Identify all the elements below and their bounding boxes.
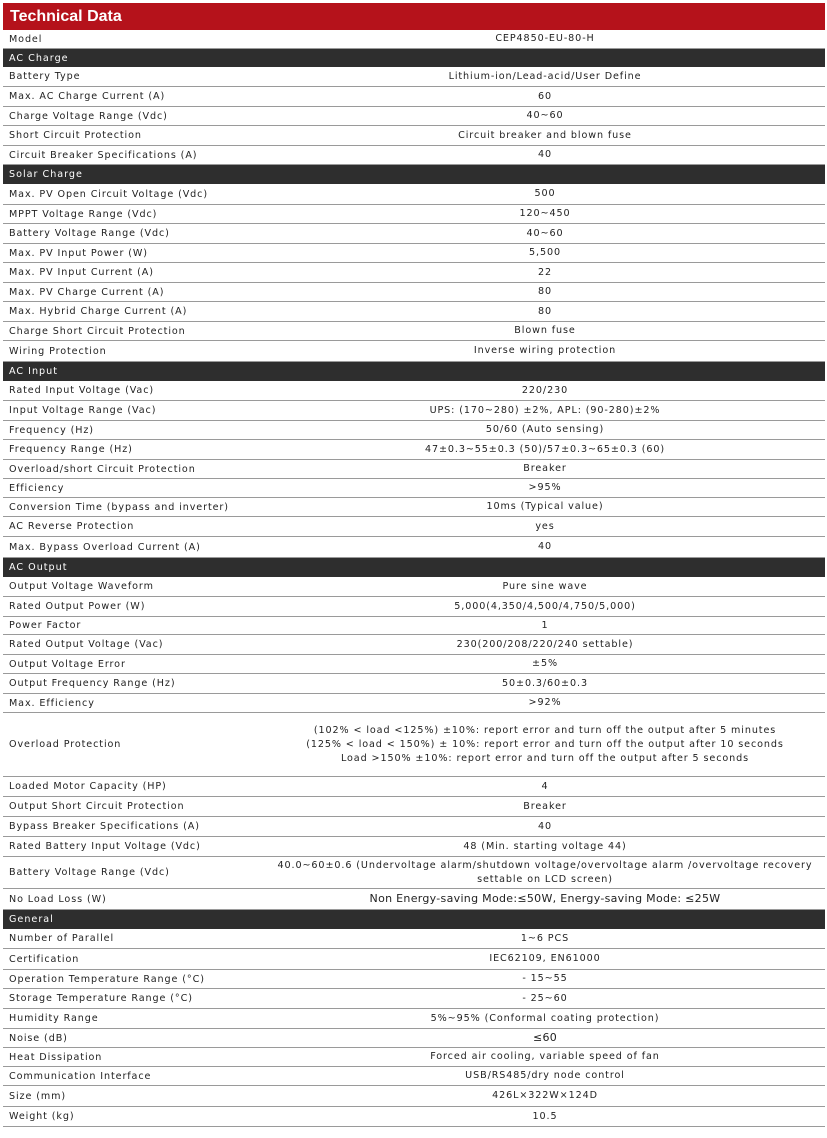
spec-label: Conversion Time (bypass and inverter)	[9, 501, 229, 513]
spec-value: ±5%	[532, 658, 558, 669]
spec-label: Power Factor	[9, 620, 82, 631]
spec-value: Non Energy-saving Mode:≤50W, Energy-saving Mode: ≤25W	[369, 892, 721, 905]
spec-row	[3, 184, 825, 205]
spec-value: 5%~95% (Conformal coating protection)	[430, 1012, 660, 1024]
spec-row	[3, 126, 825, 146]
spec-label: Max. Efficiency	[9, 697, 95, 709]
spec-value: 40	[537, 820, 552, 832]
spec-label: No Load Loss (W)	[9, 893, 107, 905]
spec-row	[3, 107, 825, 126]
spec-row	[3, 655, 825, 674]
spec-label: Battery Voltage Range (Vdc)	[9, 228, 170, 239]
spec-label: Max. AC Charge Current (A)	[9, 91, 166, 102]
spec-row	[3, 1067, 825, 1086]
spec-label: Rated Output Voltage (Vac)	[9, 639, 164, 650]
spec-label: Bypass Breaker Specifications (A)	[9, 821, 200, 832]
sheet-title: Technical Data	[3, 3, 825, 30]
spec-row	[3, 244, 825, 263]
spec-value: 40~60	[526, 227, 564, 239]
spec-row	[3, 949, 825, 970]
section-header: Solar Charge	[3, 165, 825, 184]
spec-label: Max. PV Open Circuit Voltage (Vdc)	[9, 188, 208, 200]
spec-row	[3, 777, 825, 797]
spec-label: Overload Protection	[9, 739, 122, 750]
spec-value: 40.0~60±0.6 (Undervoltage alarm/shutdown voltage/overvoltage alarm /overvoltage recovery settable on LCD screen)	[277, 859, 813, 885]
spec-label: Circuit Breaker Specifications (A)	[9, 149, 198, 161]
spec-row	[3, 1009, 825, 1029]
spec-label: Rated Output Power (W)	[9, 601, 146, 612]
spec-value: UPS: (170~280) ±2%, APL: (90-280)±2%	[429, 404, 661, 416]
spec-row	[3, 889, 825, 910]
spec-value: Breaker	[523, 800, 567, 812]
spec-label: Input Voltage Range (Vac)	[9, 405, 157, 416]
spec-row	[3, 421, 825, 440]
spec-row	[3, 817, 825, 837]
spec-label: Charge Short Circuit Protection	[9, 325, 186, 337]
spec-row	[3, 440, 825, 460]
spec-value: Breaker	[523, 463, 567, 474]
spec-label: Model	[9, 33, 43, 45]
spec-label: Max. Bypass Overload Current (A)	[9, 541, 201, 553]
spec-row	[3, 263, 825, 283]
spec-value: 1	[541, 619, 549, 631]
spec-row	[3, 1107, 825, 1127]
spec-value: 10.5	[532, 1110, 558, 1122]
spec-value: Blown fuse	[514, 325, 576, 336]
spec-value: 40	[537, 149, 552, 160]
spec-value: 500	[534, 188, 556, 199]
spec-value: 40	[537, 541, 552, 552]
spec-label: Battery Type	[9, 71, 81, 82]
spec-label: Frequency (Hz)	[9, 424, 94, 436]
spec-label: Output Short Circuit Protection	[9, 801, 185, 812]
spec-row	[3, 929, 825, 949]
spec-value: IEC62109, EN61000	[489, 953, 601, 964]
spec-label: Frequency Range (Hz)	[9, 444, 133, 455]
spec-label: Weight (kg)	[9, 1111, 75, 1122]
spec-value: 220/230	[521, 384, 569, 396]
spec-value: ≤60	[532, 1031, 558, 1044]
spec-row	[3, 283, 825, 302]
spec-label: Humidity Range	[9, 1013, 99, 1024]
spec-value: 426L×322W×124D	[492, 1090, 598, 1101]
spec-value: 50±0.3/60±0.3	[502, 677, 588, 689]
spec-row	[3, 970, 825, 989]
spec-label: Loaded Motor Capacity (HP)	[9, 781, 167, 792]
spec-row	[3, 1086, 825, 1107]
spec-label: Overload/short Circuit Protection	[9, 463, 196, 475]
spec-row	[3, 381, 825, 401]
spec-row	[3, 1048, 825, 1067]
spec-value: 230(200/208/220/240 settable)	[456, 638, 634, 650]
spec-value: CEP4850-EU-80-H	[495, 33, 595, 44]
spec-label: Size (mm)	[9, 1090, 67, 1102]
spec-label: Short Circuit Protection	[9, 130, 142, 141]
spec-row	[3, 1029, 825, 1048]
spec-value: >95%	[528, 482, 562, 493]
spec-row	[3, 460, 825, 479]
spec-label: Output Voltage Waveform	[9, 581, 154, 592]
spec-value: (102% < load <125%) ±10%: report error and turn off the output after 5 minutes (125% < load < 150%) ± 10%: report error and turn off the output after 10 seconds Load >150% ±10%: report error and turn off the output after 5 seconds	[306, 724, 784, 764]
spec-value: 80	[537, 305, 552, 317]
spec-value: 1~6 PCS	[520, 932, 570, 944]
spec-label: Efficiency	[9, 482, 65, 494]
spec-row	[3, 837, 825, 857]
spec-label: Output Frequency Range (Hz)	[9, 678, 176, 689]
spec-row	[3, 322, 825, 341]
spec-value: Forced air cooling, variable speed of fan	[430, 1051, 660, 1062]
spec-value: Inverse wiring protection	[473, 345, 617, 356]
spec-row	[3, 479, 825, 498]
spec-label: Wiring Protection	[9, 345, 107, 357]
spec-label: AC Reverse Protection	[9, 521, 135, 532]
spec-value: 4	[541, 780, 549, 792]
spec-row	[3, 674, 825, 694]
spec-row	[3, 713, 825, 777]
spec-value: 10ms (Typical value)	[486, 501, 604, 512]
spec-value: 22	[537, 266, 552, 278]
spec-row	[3, 577, 825, 597]
spec-row	[3, 857, 825, 889]
spec-value: 80	[537, 286, 552, 297]
spec-label: Communication Interface	[9, 1070, 152, 1082]
spec-value: 40~60	[526, 110, 564, 121]
spec-label: Max. PV Input Power (W)	[9, 247, 148, 259]
technical-data-sheet	[3, 3, 825, 1127]
spec-row	[3, 67, 825, 87]
spec-label: Max. PV Charge Current (A)	[9, 286, 165, 298]
spec-label: Max. PV Input Current (A)	[9, 267, 154, 278]
section-header: AC Input	[3, 362, 825, 381]
spec-row	[3, 205, 825, 224]
spec-row	[3, 617, 825, 635]
spec-value: Lithium-ion/Lead-acid/User Define	[448, 70, 642, 82]
spec-value: 5,500	[529, 247, 561, 258]
spec-value: Pure sine wave	[502, 580, 588, 592]
spec-label: Output Voltage Error	[9, 658, 126, 670]
spec-value: 47±0.3~55±0.3 (50)/57±0.3~65±0.3 (60)	[424, 443, 666, 455]
spec-value: 120~450	[519, 208, 571, 219]
spec-row	[3, 146, 825, 165]
spec-label: Certification	[9, 953, 80, 965]
spec-row	[3, 30, 825, 49]
spec-value: - 25~60	[522, 992, 568, 1004]
spec-label: MPPT Voltage Range (Vdc)	[9, 208, 158, 220]
spec-row	[3, 87, 825, 107]
spec-label: Heat Dissipation	[9, 1051, 103, 1063]
spec-row	[3, 302, 825, 322]
spec-value: >92%	[528, 697, 562, 708]
spec-row	[3, 989, 825, 1009]
spec-row	[3, 797, 825, 817]
spec-row	[3, 597, 825, 617]
spec-label: Battery Voltage Range (Vdc)	[9, 867, 170, 878]
spec-value: - 15~55	[522, 973, 568, 984]
spec-row	[3, 401, 825, 421]
spec-label: Max. Hybrid Charge Current (A)	[9, 306, 188, 317]
spec-row	[3, 224, 825, 244]
spec-label: Rated Input Voltage (Vac)	[9, 385, 155, 396]
spec-row	[3, 537, 825, 558]
spec-value: 50/60 (Auto sensing)	[485, 424, 605, 435]
spec-value: Circuit breaker and blown fuse	[458, 129, 632, 141]
spec-row	[3, 341, 825, 362]
spec-label: Charge Voltage Range (Vdc)	[9, 110, 168, 122]
spec-value: 48 (Min. starting voltage 44)	[463, 840, 627, 852]
spec-label: Rated Battery Input Voltage (Vdc)	[9, 841, 201, 852]
section-header: AC Charge	[3, 49, 825, 67]
spec-row	[3, 517, 825, 537]
spec-row	[3, 498, 825, 517]
section-header: General	[3, 910, 825, 929]
section-header: AC Output	[3, 558, 825, 577]
spec-table	[3, 30, 825, 1127]
spec-label: Noise (dB)	[9, 1032, 68, 1044]
spec-row	[3, 635, 825, 655]
spec-value: USB/RS485/dry node control	[465, 1070, 625, 1081]
spec-value: yes	[535, 520, 555, 532]
spec-value: 5,000(4,350/4,500/4,750/5,000)	[454, 600, 636, 612]
spec-label: Number of Parallel	[9, 933, 115, 944]
spec-value: 60	[537, 90, 552, 102]
spec-label: Operation Temperature Range (°C)	[9, 973, 205, 985]
spec-label: Storage Temperature Range (°C)	[9, 993, 193, 1004]
spec-row	[3, 694, 825, 713]
